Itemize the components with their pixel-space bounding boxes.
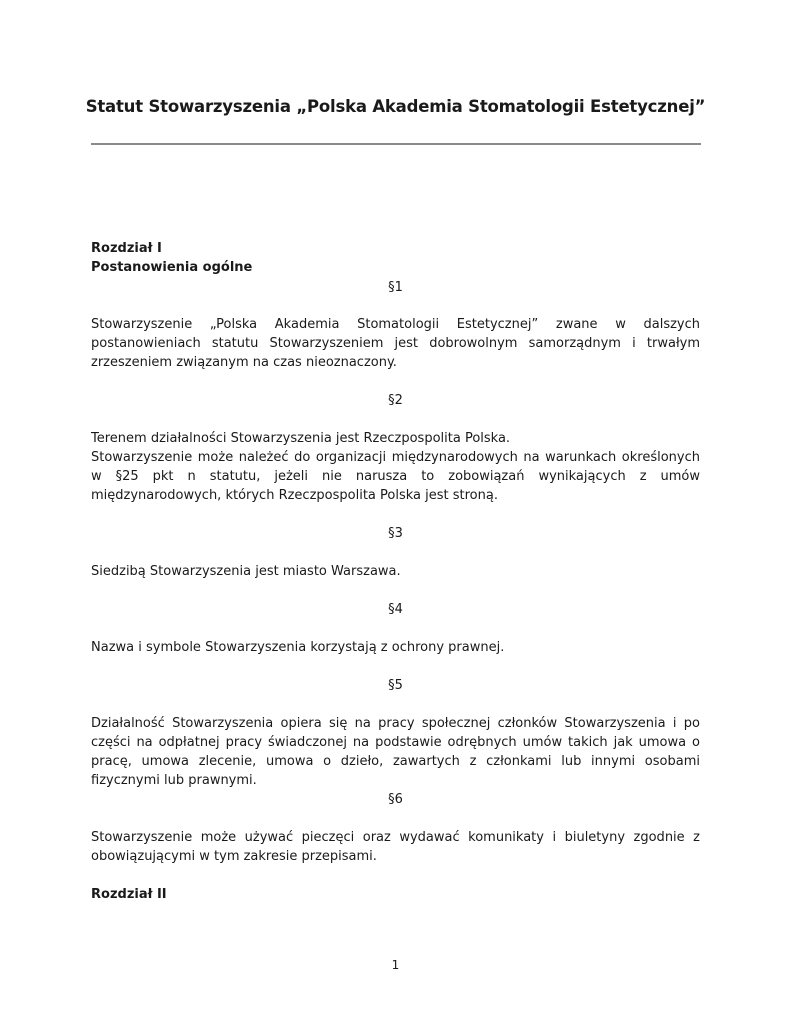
section-6-paragraph: Stowarzyszenie może używać pieczęci oraz wydawać komunikaty i biuletyny zgodnie z obowiązującymi w tym zakresie przepisami.	[91, 830, 700, 864]
section-6-body	[91, 828, 700, 866]
section-3-paragraph: Siedzibą Stowarzyszenia jest miasto Warszawa.	[91, 564, 401, 579]
chapter-1-number: Rozdział I	[91, 241, 162, 256]
section-mark-3: §3	[388, 526, 403, 541]
section-2-body	[91, 429, 700, 505]
section-2-paragraph-2: Stowarzyszenie może należeć do organizacji międzynarodowych na warunkach określonych w §25 pkt n statutu, jeżeli nie narusza to zobowiązań wynikających z umów międzynarodowych, których Rzeczpospolita Polska jest stroną.	[91, 450, 700, 503]
section-mark-1: §1	[388, 280, 403, 295]
chapter-1-heading	[91, 239, 700, 277]
section-1-paragraph: Stowarzyszenie „Polska Akademia Stomatologii Estetycznej” zwane w dalszych postanowieniach statutu Stowarzyszeniem jest dobrowolnym samorządnym i trwałym zrzeszeniem związanym na czas nieoznaczony.	[91, 317, 700, 370]
section-2-paragraph-1: Terenem działalności Stowarzyszenia jest Rzeczpospolita Polska.	[91, 431, 511, 446]
section-1-body	[91, 315, 700, 372]
section-4-body	[91, 638, 700, 657]
title-divider	[91, 143, 701, 145]
page-number: 1	[391, 958, 400, 972]
section-mark-5: §5	[388, 678, 403, 693]
section-mark-2: §2	[388, 393, 403, 408]
section-4-paragraph: Nazwa i symbole Stowarzyszenia korzystają z ochrony prawnej.	[91, 640, 505, 655]
chapter-1-name: Postanowienia ogólne	[91, 260, 253, 275]
section-3-body	[91, 562, 700, 581]
section-mark-6: §6	[388, 792, 403, 807]
section-5-body	[91, 714, 700, 790]
document-title: Statut Stowarzyszenia „Polska Akademia Stomatologii Estetycznej”	[85, 97, 706, 116]
chapter-2-number: Rozdział II	[91, 887, 167, 902]
section-5-paragraph: Działalność Stowarzyszenia opiera się na pracy społecznej członków Stowarzyszenia i po części na odpłatnej pracy świadczonej na podstawie odrębnych umów takich jak umowa o pracę, umowa zlecenie, umowa o dzieło, zawartych z członkami lub innymi osobami fizycznymi lub prawnymi.	[91, 716, 700, 788]
section-mark-4: §4	[388, 602, 403, 617]
chapter-2-heading	[91, 885, 700, 904]
